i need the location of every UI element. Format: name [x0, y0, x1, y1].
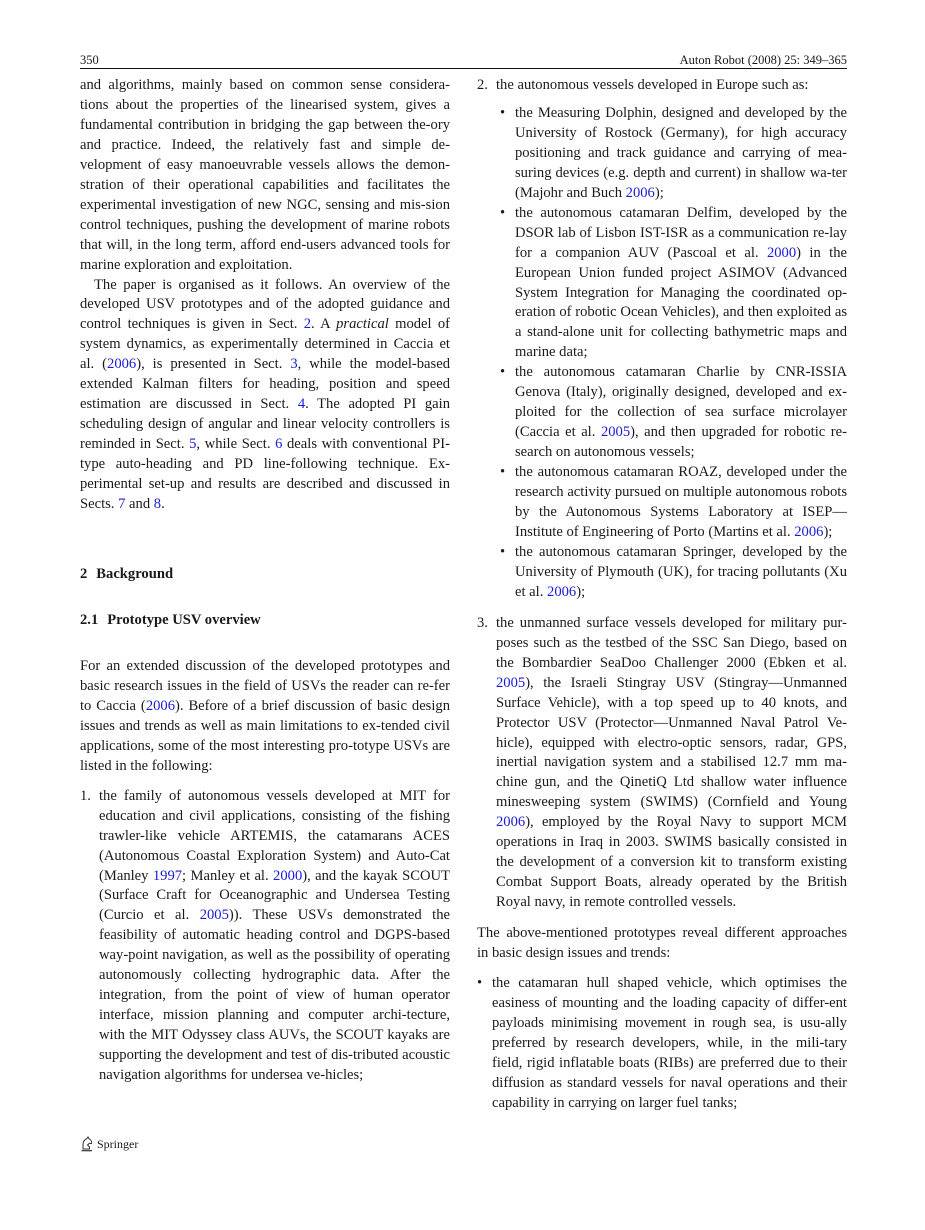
- running-head: [80, 48, 847, 68]
- text: the autonomous catamaran Delfim, developed by the DSOR lab of Lisbon IST-ISR as a communication re-lay for a companion AUV (Pascoal et al.: [515, 204, 847, 261]
- paragraph-organisation: [80, 276, 450, 515]
- prototype-list: [80, 787, 450, 1086]
- subsection-title: Prototype USV overview: [107, 612, 261, 628]
- citation-link[interactable]: 2000: [766, 244, 797, 261]
- text: and: [125, 496, 154, 513]
- list-number: 1.: [80, 787, 91, 804]
- paragraph-intro-continued: and algorithms, mainly based on common sense considera-tions about the properties of the linearised system, gives a fundamental contribution in bridging the gap between the-ory and practice. Indeed, the relatively fast and simple de-velopment of easy manoeuvrable vessels allows the demon-stration of their operational capabilities and facilitates the experimental investigation of new NGC, sensing and mis-sion control techniques, pushing the development of marine robots that will, in the long term, afford end-users advanced tools for marine exploration and exploitation.: [80, 77, 450, 273]
- section-link-4[interactable]: 4: [297, 396, 306, 413]
- citation-link[interactable]: 2006: [496, 814, 526, 831]
- paragraph-prototypes: [80, 657, 450, 777]
- emphasis-text: practical: [336, 316, 389, 333]
- text: ) in the European Union funded project ASIMOV (Advanced System Integration for Managing the coordinated op-eration of robotic Ocean Vehicles), and then exploited as a stand-alone unit for collecting bathymetric maps and marine data;: [515, 244, 847, 361]
- publisher-footer: [80, 1136, 138, 1152]
- subsection-number: 2.1: [80, 612, 99, 628]
- citation-link[interactable]: 2006: [547, 583, 577, 600]
- text: the catamaran hull shaped vehicle, which optimises the easiness of mounting and the loading capacity of differ-ent payloads minimising movement in rough sea, is usu-ally preferred by research developers, while, in the mili-tary field, rigid inflatable boats (RIBs) are preferred due to their diffusion as standard vessels for naval operations and their capability in carrying on larger fuel tanks;: [492, 974, 847, 1111]
- text: the unmanned surface vessels developed for military pur-poses such as the testbed of the SSC San Diego, based on the Bombardier SeaDoo Challenger 2000 (Ebken et al.: [496, 614, 847, 671]
- bullet-icon: •: [500, 543, 506, 560]
- text: the autonomous catamaran ROAZ, developed under the research activity pursued on multiple autonomous robots by the Autonomous Systems Laboratory at ISEP—Institute of Engineering of Porto (Martins et al.: [515, 464, 847, 540]
- text: )). These USVs demonstrated the feasibility of automatic heading control and DGPS-based way-point navigation, as well as the possibility of operating autonomously collecting hydrographic data. After the integration, from the point of view of human operator interface, mission planning and computer archi-tecture, with the MIT Odyssey class AUVs, the SCOUT kayaks are supporting the development and test of dis-tributed acoustic navigation algorithms for undersea ve-hicles;: [99, 907, 450, 1084]
- text: the autonomous vessels developed in Europe such as:: [496, 77, 809, 93]
- text: The paper is organised as it follows. An overview of the developed USV prototypes and of the adopted guidance and control techniques is given in Sect.: [80, 276, 450, 333]
- trend-list: [477, 974, 847, 1114]
- europe-vessel-list: [496, 104, 847, 603]
- text: ), and the kayak SCOUT (Surface Craft for Oceanographic and Undersea Testing (Curcio et al.: [99, 867, 450, 924]
- text: );: [823, 523, 833, 540]
- section-link-7[interactable]: 7: [118, 496, 126, 513]
- section-link-3[interactable]: 3: [290, 356, 298, 373]
- text: model of system dynamics, as experimentally determined in Caccia et al. (: [80, 316, 451, 373]
- list-item-springer: [496, 543, 847, 603]
- citation-link[interactable]: 2000: [273, 867, 303, 884]
- text: . The adopted PI gain scheduling design of angular and linear velocity controllers is reminded in Sect.: [80, 396, 451, 453]
- left-column-bottom: [80, 657, 450, 1086]
- bullet-icon: •: [500, 464, 506, 481]
- text: the family of autonomous vessels developed at MIT for education and civil applications, consisting of the fishing trawler-like vehicle ARTEMIS, the catamarans ACES (Autonomous Coastal Exploration System) and Auto-Cat (Manley: [99, 787, 450, 884]
- list-item-europe: [477, 76, 847, 603]
- section-link-8[interactable]: 8: [153, 496, 162, 513]
- bullet-icon: •: [477, 974, 483, 991]
- list-item-measuring-dolphin: [496, 104, 847, 204]
- section-link-5[interactable]: 5: [189, 436, 197, 453]
- text: ), employed by the Royal Navy to support MCM operations in Iraq in 2003. SWIMS basically consisted in the development of a conversion kit to transform existing Combat Support Boats, already operated by the British Royal navy, in remote controlled vessels.: [496, 814, 847, 911]
- text: , while Sect.: [196, 436, 276, 453]
- section-link-6[interactable]: 6: [275, 436, 283, 453]
- text: For an extended discussion of the developed prototypes and basic research issues in the field of USVs the reader can re-fer to Caccia (: [80, 658, 450, 714]
- list-item-mit: [80, 787, 450, 1086]
- publisher-name: Springer: [97, 1136, 139, 1151]
- bullet-icon: •: [500, 104, 506, 121]
- right-column: [477, 76, 847, 1114]
- header-rule: [80, 68, 847, 69]
- text: );: [576, 583, 586, 600]
- citation-link[interactable]: 2006: [107, 356, 137, 373]
- text: ; Manley et al.: [182, 867, 274, 884]
- bullet-icon: •: [500, 364, 506, 381]
- section-title: Background: [96, 566, 174, 582]
- citation-link[interactable]: 2006: [625, 184, 655, 201]
- section-link-2[interactable]: 2: [303, 316, 311, 333]
- paragraph-trends: The above-mentioned prototypes reveal different approaches in basic design issues and trends:: [477, 925, 847, 962]
- text: deals with conventional PI-type auto-heading and PD line-following technique. Ex-perimental set-up and results are described and discussed in Sects.: [80, 436, 450, 513]
- text: ), the Israeli Stingray USV (Stingray—Unmanned Surface Vehicle), with a top speed up to 40 knots, and Protector USV (Protector—Unmanned Naval Patrol Ve-hicle), equipped with electro-optic sensors, radar, GPS, inertial navigation system and a stabilised 12.7 mm ma-chine gun, and the QinetiQ Ltd shallow water influence minesweeping system (SWIMS) (Cornfield and Young: [496, 674, 847, 811]
- text: ), is presented in Sect.: [136, 356, 291, 373]
- prototype-list-continued: [477, 76, 847, 913]
- left-column-top: [80, 76, 450, 515]
- text: .: [161, 496, 165, 513]
- list-item-military: [477, 614, 847, 913]
- text: ). Before of a brief discussion of basic design issues and trends as well as main limitations to ex-tended civil applications, some of the most interesting pro-totype USVs are listed in the following:: [80, 697, 451, 774]
- text: );: [654, 184, 664, 201]
- springer-knight-icon: [80, 1136, 94, 1152]
- list-item-charlie: [496, 363, 847, 463]
- text: . A: [310, 316, 337, 333]
- citation-link[interactable]: 2005: [600, 424, 631, 441]
- citation-link[interactable]: 2005: [199, 907, 229, 924]
- list-number: 3.: [477, 614, 488, 631]
- text: the autonomous catamaran Springer, developed by the University of Plymouth (UK), for tracing pollutants (Xu et al.: [515, 543, 847, 600]
- subsection-heading: [80, 612, 261, 629]
- page-number: 350: [80, 53, 99, 67]
- list-number: 2.: [477, 77, 488, 93]
- list-item-delfim: [496, 204, 847, 364]
- citation-link[interactable]: 2005: [496, 674, 526, 691]
- citation-link[interactable]: 2006: [794, 523, 824, 540]
- section-number: 2: [80, 566, 88, 582]
- list-item-hull-shape: [477, 974, 847, 1114]
- list-item-roaz: [496, 463, 847, 543]
- text: the autonomous catamaran Charlie by CNR-ISSIA Genova (Italy), originally designed, developed and ex-ploited for the collection of sea surface microlayer (Caccia et al.: [515, 364, 847, 441]
- citation-link[interactable]: 2006: [145, 697, 175, 714]
- citation-link[interactable]: 1997: [152, 867, 183, 884]
- bullet-icon: •: [500, 204, 506, 221]
- section-heading: [80, 566, 173, 583]
- journal-citation: Auton Robot (2008) 25: 349–365: [679, 53, 847, 67]
- text: the Measuring Dolphin, designed and developed by the University of Rostock (Germany), for high accuracy positioning and track guidance and carrying of mea-suring devices (e.g. depth and current) in shallow wa-ter (Majohr and Buch: [515, 104, 847, 201]
- text: ), and then upgraded for robotic re-search on autonomous vessels;: [515, 424, 847, 461]
- text: , while the model-based extended Kalman filters for heading, position and speed estimation are discussed in Sect.: [80, 356, 450, 413]
